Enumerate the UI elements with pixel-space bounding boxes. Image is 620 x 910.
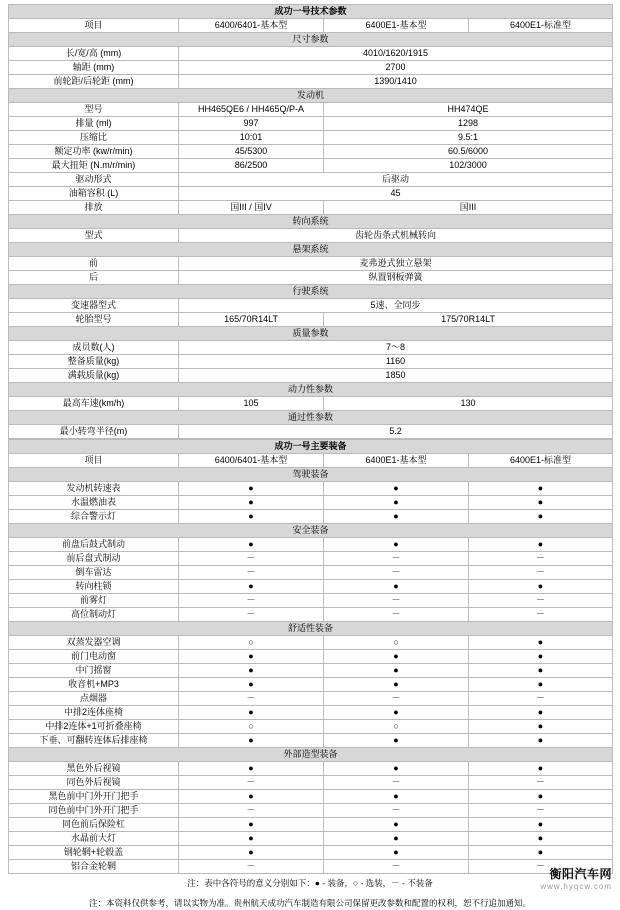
row-value: ● [324, 790, 469, 804]
row-value: ● [324, 762, 469, 776]
tech-header-col-2: 6400E1-基本型 [324, 19, 469, 33]
equip-header-col-2: 6400E1-基本型 [324, 454, 469, 468]
row-value: 纵置钢板弹簧 [179, 271, 613, 285]
table-row [9, 734, 613, 748]
section-header-label: 动力性参数 [9, 383, 613, 397]
table-row [9, 425, 613, 439]
row-value: 7～8 [179, 341, 613, 355]
table-row [9, 47, 613, 61]
row-label: 油箱容积 (L) [9, 187, 179, 201]
equip-header-col-3: 6400E1-标准型 [469, 454, 613, 468]
section-header-row [9, 748, 613, 762]
row-value: 165/70R14LT [179, 313, 324, 327]
table-row [9, 860, 613, 874]
row-value: ● [179, 762, 324, 776]
row-value: HH474QE [324, 103, 613, 117]
row-value: 45/5300 [179, 145, 324, 159]
row-label: 排放 [9, 201, 179, 215]
table-row [9, 664, 613, 678]
watermark-site-name: 衡阳汽车网 [549, 867, 612, 881]
table-row [9, 762, 613, 776]
row-value: － [469, 860, 613, 874]
row-value: ● [179, 832, 324, 846]
row-value: ○ [324, 636, 469, 650]
row-label: 型号 [9, 103, 179, 117]
table-row [9, 145, 613, 159]
row-value: － [469, 594, 613, 608]
row-value: ● [324, 482, 469, 496]
table-row [9, 117, 613, 131]
row-value: － [179, 608, 324, 622]
row-label: 压缩比 [9, 131, 179, 145]
table-row [9, 594, 613, 608]
watermark-site-url: www.hyqcw.com [540, 882, 612, 891]
row-value: 105 [179, 397, 324, 411]
row-label: 黑色前中门外开门把手 [9, 790, 179, 804]
row-value: ● [469, 538, 613, 552]
row-label: 倒车雷达 [9, 566, 179, 580]
equip-title-row [9, 440, 613, 454]
table-row [9, 187, 613, 201]
table-row [9, 173, 613, 187]
row-value: ○ [179, 636, 324, 650]
row-label: 下垂、可翻转连体后排座椅 [9, 734, 179, 748]
row-label: 整备质量(kg) [9, 355, 179, 369]
row-value: － [179, 552, 324, 566]
table-row [9, 832, 613, 846]
table-row [9, 510, 613, 524]
row-label: 满载质量(kg) [9, 369, 179, 383]
section-header-label: 质量参数 [9, 327, 613, 341]
row-value: 86/2500 [179, 159, 324, 173]
legend-note-text: 注：表中各符号的意义分别如下：● - 装备，○ - 选装，－ - 不装备 [187, 878, 433, 888]
row-label: 前门电动窗 [9, 650, 179, 664]
equip-header-col-1: 6400/6401-基本型 [179, 454, 324, 468]
row-value: ● [324, 538, 469, 552]
row-value: － [469, 608, 613, 622]
row-value: ● [179, 734, 324, 748]
table-row [9, 159, 613, 173]
section-header-label: 悬架系统 [9, 243, 613, 257]
row-value: － [469, 552, 613, 566]
row-label: 额定功率 (kw/r/min) [9, 145, 179, 159]
section-header-row [9, 622, 613, 636]
section-header-label: 尺寸参数 [9, 33, 613, 47]
section-header-row [9, 524, 613, 538]
table-row [9, 257, 613, 271]
row-value: － [469, 566, 613, 580]
row-label: 排量 (ml) [9, 117, 179, 131]
table-row [9, 720, 613, 734]
row-value: ● [324, 832, 469, 846]
row-value: ● [469, 706, 613, 720]
tech-header-col-3: 6400E1-标准型 [469, 19, 613, 33]
row-value: 60.5/6000 [324, 145, 613, 159]
row-value: 麦弗逊式独立悬架 [179, 257, 613, 271]
row-value: ● [179, 538, 324, 552]
row-value: ● [324, 818, 469, 832]
row-value: HH465QE6 / HH465Q/P-A [179, 103, 324, 117]
row-value: － [469, 804, 613, 818]
row-label: 高位制动灯 [9, 608, 179, 622]
row-value: ● [469, 734, 613, 748]
row-label: 前盘后鼓式制动 [9, 538, 179, 552]
row-label: 双蒸发器空调 [9, 636, 179, 650]
table-row [9, 552, 613, 566]
row-value: 45 [179, 187, 613, 201]
row-value: － [324, 608, 469, 622]
row-value: ● [469, 580, 613, 594]
table-row [9, 482, 613, 496]
row-label: 铝合金轮辋 [9, 860, 179, 874]
row-label: 中排2连体+1可折叠座椅 [9, 720, 179, 734]
section-header-label: 舒适性装备 [9, 622, 613, 636]
row-value: 130 [324, 397, 613, 411]
row-value: ● [324, 734, 469, 748]
row-label: 前 [9, 257, 179, 271]
table-row [9, 580, 613, 594]
row-value: 9.5:1 [324, 131, 613, 145]
section-header-row [9, 468, 613, 482]
row-label: 前雾灯 [9, 594, 179, 608]
row-value: ● [469, 762, 613, 776]
table-row [9, 131, 613, 145]
table-row [9, 846, 613, 860]
row-value: 国III / 国IV [179, 201, 324, 215]
row-value: ● [469, 510, 613, 524]
tech-header-col-0: 项目 [9, 19, 179, 33]
row-value: 后驱动 [179, 173, 613, 187]
table-row [9, 538, 613, 552]
disclaimer-note: 注：本资料仅供参考，请以实物为准。贵州航天成功汽车制造有限公司保留更改参数和配置的权利，恕不行追加通知。 [88, 898, 531, 908]
section-header-row [9, 285, 613, 299]
row-label: 同色前中门外开门把手 [9, 804, 179, 818]
tech-header-col-1: 6400/6401-基本型 [179, 19, 324, 33]
row-value: 1390/1410 [179, 75, 613, 89]
legend-note [8, 867, 612, 891]
spec-sheet [8, 0, 612, 910]
row-value: 997 [179, 117, 324, 131]
table-row [9, 103, 613, 117]
table-row [9, 369, 613, 383]
row-label: 中门摇窗 [9, 664, 179, 678]
row-value: ● [324, 846, 469, 860]
table-row [9, 341, 613, 355]
row-value: ● [179, 818, 324, 832]
row-value: ● [324, 580, 469, 594]
row-value: － [469, 776, 613, 790]
row-value: 齿轮齿条式机械转向 [179, 229, 613, 243]
row-value: － [179, 566, 324, 580]
row-label: 黑色外后视镜 [9, 762, 179, 776]
section-header-row [9, 327, 613, 341]
row-label: 轴距 (mm) [9, 61, 179, 75]
row-label: 最小转弯半径(m) [9, 425, 179, 439]
row-value: 10:01 [179, 131, 324, 145]
row-label: 后 [9, 271, 179, 285]
row-value: 102/3000 [324, 159, 613, 173]
row-value: － [324, 594, 469, 608]
table-row [9, 496, 613, 510]
section-header-row [9, 411, 613, 425]
row-value: － [179, 776, 324, 790]
table-row [9, 355, 613, 369]
row-label: 轮胎型号 [9, 313, 179, 327]
row-value: ● [469, 664, 613, 678]
row-label: 同色外后视镜 [9, 776, 179, 790]
row-value: ● [324, 664, 469, 678]
row-value: － [324, 860, 469, 874]
row-label: 发动机转速表 [9, 482, 179, 496]
row-value: 1160 [179, 355, 613, 369]
table-row [9, 313, 613, 327]
row-value: ● [469, 832, 613, 846]
table-row [9, 636, 613, 650]
row-value: ● [179, 496, 324, 510]
row-label: 水温燃油表 [9, 496, 179, 510]
row-value: － [179, 692, 324, 706]
table-row [9, 299, 613, 313]
row-value: － [469, 692, 613, 706]
row-value: ● [469, 482, 613, 496]
row-value: 1298 [324, 117, 613, 131]
equip-title: 成功一号主要装备 [9, 440, 613, 454]
section-header-row [9, 215, 613, 229]
table-row [9, 804, 613, 818]
tech-title-row [9, 5, 613, 19]
row-label: 驱动形式 [9, 173, 179, 187]
equipment-spec-table [8, 439, 613, 874]
row-label: 综合警示灯 [9, 510, 179, 524]
row-value: － [324, 804, 469, 818]
row-value: 国III [324, 201, 613, 215]
row-label: 型式 [9, 229, 179, 243]
section-header-label: 驾驶装备 [9, 468, 613, 482]
equip-header-row [9, 454, 613, 468]
row-value: ● [469, 790, 613, 804]
row-label: 同色前后保险杠 [9, 818, 179, 832]
row-value: ● [469, 678, 613, 692]
section-header-label: 发动机 [9, 89, 613, 103]
row-label: 长/宽/高 (mm) [9, 47, 179, 61]
row-value: ● [179, 846, 324, 860]
row-label: 前后盘式制动 [9, 552, 179, 566]
row-label: 转向柱锁 [9, 580, 179, 594]
row-value: ● [179, 664, 324, 678]
row-value: ● [469, 720, 613, 734]
section-header-row [9, 383, 613, 397]
row-value: 5.2 [179, 425, 613, 439]
table-row [9, 692, 613, 706]
table-row [9, 229, 613, 243]
table-row [9, 678, 613, 692]
row-value: ● [324, 496, 469, 510]
row-value: ● [324, 510, 469, 524]
row-label: 最大扭矩 (N.m/r/min) [9, 159, 179, 173]
row-value: ○ [324, 720, 469, 734]
table-row [9, 790, 613, 804]
row-value: ● [469, 846, 613, 860]
table-row [9, 397, 613, 411]
row-value: ● [179, 580, 324, 594]
row-value: ● [179, 650, 324, 664]
row-label: 变速器型式 [9, 299, 179, 313]
row-value: ● [179, 706, 324, 720]
row-value: － [179, 594, 324, 608]
row-label: 中排2连体座椅 [9, 706, 179, 720]
section-header-row [9, 89, 613, 103]
row-label: 最高车速(km/h) [9, 397, 179, 411]
section-header-label: 安全装备 [9, 524, 613, 538]
row-value: 4010/1620/1915 [179, 47, 613, 61]
section-header-row [9, 33, 613, 47]
table-row [9, 776, 613, 790]
row-label: 收音机+MP3 [9, 678, 179, 692]
row-value: ● [324, 706, 469, 720]
row-value: ● [179, 790, 324, 804]
row-label: 点烟器 [9, 692, 179, 706]
equip-header-col-0: 项目 [9, 454, 179, 468]
tech-title: 成功一号技术参数 [9, 5, 613, 19]
row-value: 175/70R14LT [324, 313, 613, 327]
row-value: － [179, 860, 324, 874]
row-value: ● [469, 636, 613, 650]
table-row [9, 818, 613, 832]
row-value: 1850 [179, 369, 613, 383]
row-value: ● [324, 678, 469, 692]
row-value: － [324, 552, 469, 566]
table-row [9, 650, 613, 664]
row-value: ○ [179, 720, 324, 734]
section-header-label: 通过性参数 [9, 411, 613, 425]
table-row [9, 201, 613, 215]
table-row [9, 75, 613, 89]
row-value: － [324, 692, 469, 706]
row-value: － [179, 804, 324, 818]
table-row [9, 61, 613, 75]
table-row [9, 706, 613, 720]
tech-header-row [9, 19, 613, 33]
row-value: 5速、全同步 [179, 299, 613, 313]
row-label: 成员数(人) [9, 341, 179, 355]
row-label: 水晶前大灯 [9, 832, 179, 846]
row-value: ● [179, 678, 324, 692]
table-row [9, 271, 613, 285]
row-label: 钢轮辋+轮毂盖 [9, 846, 179, 860]
section-header-row [9, 243, 613, 257]
row-value: ● [469, 650, 613, 664]
row-value: ● [324, 650, 469, 664]
table-row [9, 608, 613, 622]
section-header-label: 外部造型装备 [9, 748, 613, 762]
row-label: 前轮距/后轮距 (mm) [9, 75, 179, 89]
row-value: － [324, 566, 469, 580]
row-value: － [324, 776, 469, 790]
section-header-label: 转向系统 [9, 215, 613, 229]
row-value: ● [469, 496, 613, 510]
tech-spec-table [8, 4, 613, 439]
section-header-label: 行驶系统 [9, 285, 613, 299]
table-row [9, 566, 613, 580]
row-value: ● [179, 482, 324, 496]
row-value: ● [469, 818, 613, 832]
row-value: ● [179, 510, 324, 524]
row-value: 2700 [179, 61, 613, 75]
